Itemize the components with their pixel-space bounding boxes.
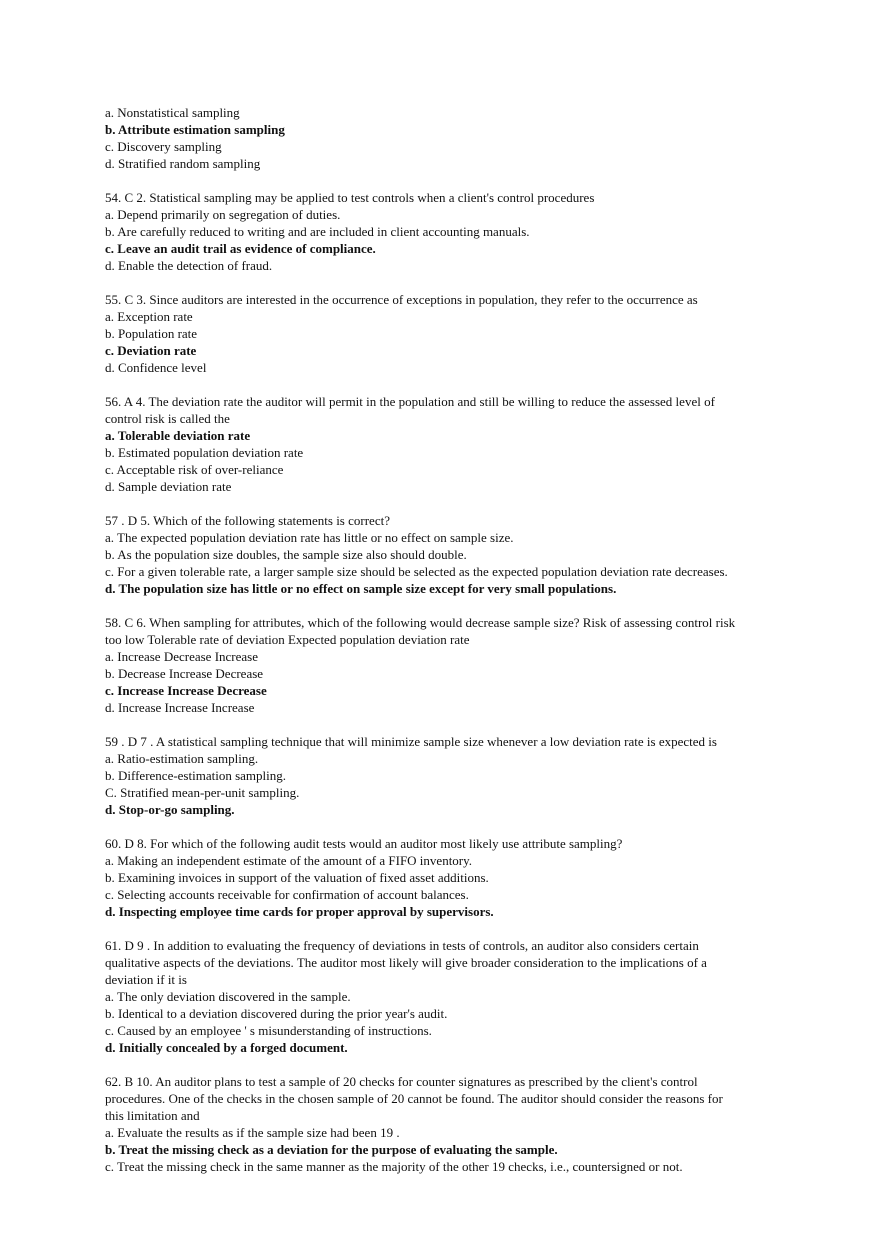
option-line: a. Exception rate [105,309,193,324]
question-stem: qualitative aspects of the deviations. The auditor most likely will give broader consideration to the implications of a [105,955,707,970]
question-53 [105,104,805,172]
option-line: C. Stratified mean-per-unit sampling. [105,785,300,800]
option-line: c. For a given tolerable rate, a larger sample size should be selected as the expected population deviation rate decreases. [105,564,728,579]
answer-line: d. Initially concealed by a forged document. [105,1040,348,1055]
question-stem: 55. C 3. Since auditors are interested in the occurrence of exceptions in population, they refer to the occurrence as [105,292,698,307]
option-line: d. Increase Increase Increase [105,700,255,715]
question-stem: too low Tolerable rate of deviation Expected population deviation rate [105,632,470,647]
question-55 [105,291,805,376]
question-stem: procedures. One of the checks in the chosen sample of 20 cannot be found. The auditor should consider the reasons for [105,1091,723,1106]
option-line: c. Selecting accounts receivable for confirmation of account balances. [105,887,469,902]
option-line: b. Identical to a deviation discovered during the prior year's audit. [105,1006,448,1021]
option-line: b. Population rate [105,326,198,341]
answer-line: b. Attribute estimation sampling [105,122,285,137]
question-61 [105,937,805,1056]
question-stem: 59 . D 7 . A statistical sampling technique that will minimize sample size whenever a low deviation rate is expected is [105,734,717,749]
question-57 [105,512,805,597]
document-page [105,104,805,1192]
option-line: a. Nonstatistical sampling [105,105,240,120]
option-line: b. As the population size doubles, the sample size also should double. [105,547,467,562]
option-line: b. Examining invoices in support of the valuation of fixed asset additions. [105,870,489,885]
option-line: b. Difference-estimation sampling. [105,768,286,783]
answer-line: d. The population size has little or no effect on sample size except for very small populations. [105,581,617,596]
question-60 [105,835,805,920]
answer-line: b. Treat the missing check as a deviation for the purpose of evaluating the sample. [105,1142,558,1157]
option-line: b. Are carefully reduced to writing and are included in client accounting manuals. [105,224,530,239]
question-stem: deviation if it is [105,972,187,987]
option-line: a. Evaluate the results as if the sample size had been 19 . [105,1125,400,1140]
option-line: b. Decrease Increase Decrease [105,666,264,681]
option-line: c. Discovery sampling [105,139,222,154]
option-line: c. Treat the missing check in the same manner as the majority of the other 19 checks, i.e., countersigned or not. [105,1159,683,1174]
answer-line: d. Stop-or-go sampling. [105,802,235,817]
option-line: a. Making an independent estimate of the amount of a FIFO inventory. [105,853,473,868]
question-stem: 57 . D 5. Which of the following statements is correct? [105,513,390,528]
option-line: a. The expected population deviation rate has little or no effect on sample size. [105,530,514,545]
answer-line: a. Tolerable deviation rate [105,428,251,443]
option-line: c. Acceptable risk of over-reliance [105,462,284,477]
answer-line: c. Deviation rate [105,343,197,358]
question-stem: 61. D 9 . In addition to evaluating the frequency of deviations in tests of controls, an auditor also considers certain [105,938,699,953]
question-54 [105,189,805,274]
question-62 [105,1073,805,1175]
answer-line: d. Inspecting employee time cards for proper approval by supervisors. [105,904,494,919]
question-stem: 54. C 2. Statistical sampling may be applied to test controls when a client's control procedures [105,190,595,205]
option-line: a. Ratio-estimation sampling. [105,751,259,766]
answer-line: c. Leave an audit trail as evidence of compliance. [105,241,376,256]
option-line: b. Estimated population deviation rate [105,445,304,460]
option-line: c. Caused by an employee ' s misunderstanding of instructions. [105,1023,432,1038]
option-line: d. Sample deviation rate [105,479,232,494]
question-stem: 56. A 4. The deviation rate the auditor will permit in the population and still be willing to reduce the assessed level of [105,394,715,409]
option-line: d. Confidence level [105,360,207,375]
answer-line: c. Increase Increase Decrease [105,683,267,698]
question-stem: control risk is called the [105,411,230,426]
question-stem: this limitation and [105,1108,200,1123]
option-line: a. The only deviation discovered in the sample. [105,989,351,1004]
option-line: a. Increase Decrease Increase [105,649,258,664]
question-59 [105,733,805,818]
option-line: d. Enable the detection of fraud. [105,258,273,273]
question-stem: 60. D 8. For which of the following audit tests would an auditor most likely use attribute sampling? [105,836,623,851]
option-line: d. Stratified random sampling [105,156,261,171]
question-58 [105,614,805,716]
option-line: a. Depend primarily on segregation of duties. [105,207,341,222]
question-56 [105,393,805,495]
question-stem: 62. B 10. An auditor plans to test a sample of 20 checks for counter signatures as prescribed by the client's control [105,1074,698,1089]
question-stem: 58. C 6. When sampling for attributes, which of the following would decrease sample size? Risk of assessing control risk [105,615,736,630]
